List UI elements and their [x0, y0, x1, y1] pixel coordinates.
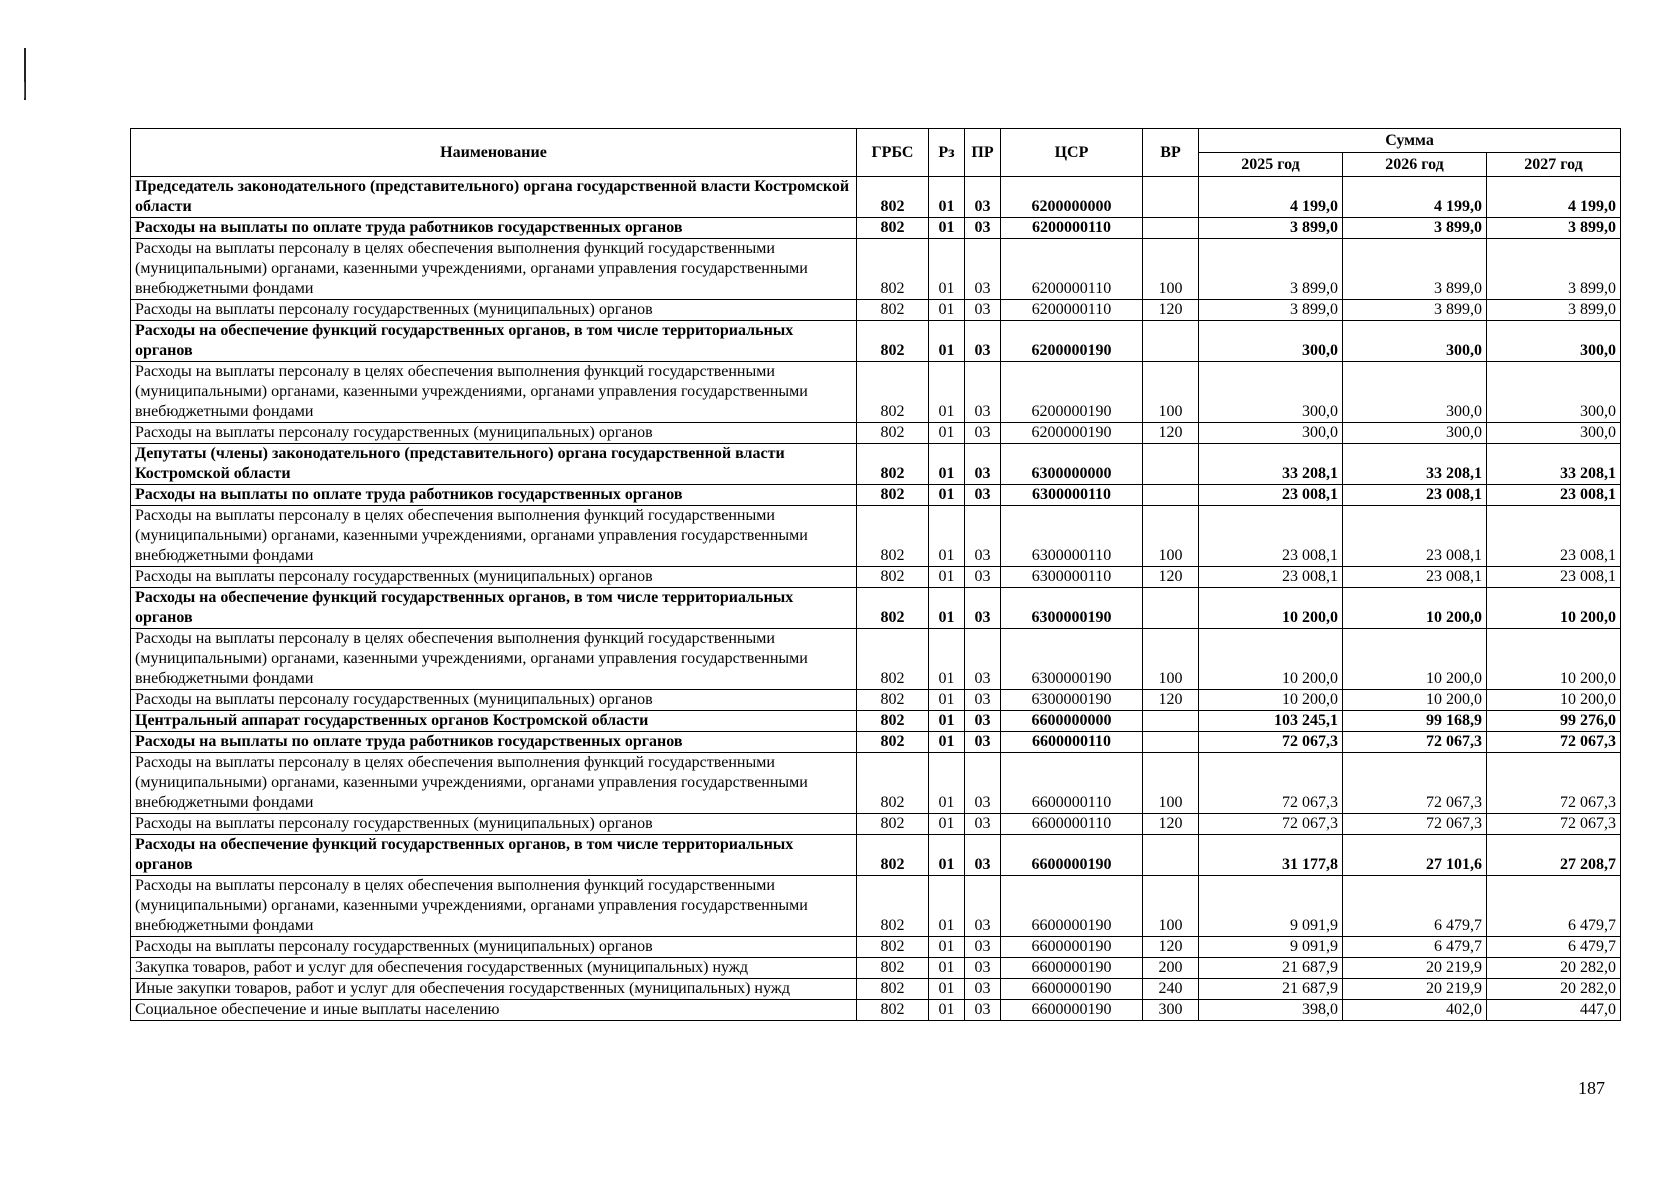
row-sum-2026: 3 899,0	[1343, 239, 1487, 300]
row-sum-2025: 3 899,0	[1199, 239, 1343, 300]
row-rz: 01	[929, 690, 965, 711]
row-pr: 03	[965, 835, 1001, 876]
row-pr: 03	[965, 362, 1001, 423]
row-name: Закупка товаров, работ и услуг для обеспечения государственных (муниципальных) нужд	[131, 958, 857, 979]
row-name: Расходы на выплаты персоналу в целях обеспечения выполнения функций государственными (муниципальными) органами, казенными учреждениями, органами управления государственными внебюджетными фондами	[131, 506, 857, 567]
header-pr: ПР	[965, 129, 1001, 177]
row-grbs: 802	[857, 937, 929, 958]
row-grbs: 802	[857, 1000, 929, 1021]
header-year-2027: 2027 год	[1487, 153, 1621, 177]
row-rz: 01	[929, 588, 965, 629]
row-rz: 01	[929, 444, 965, 485]
table-row	[131, 218, 1621, 239]
row-csr: 6200000110	[1001, 239, 1143, 300]
row-csr: 6600000190	[1001, 958, 1143, 979]
row-grbs: 802	[857, 444, 929, 485]
row-pr: 03	[965, 485, 1001, 506]
table-row	[131, 362, 1621, 423]
row-rz: 01	[929, 876, 965, 937]
row-grbs: 802	[857, 814, 929, 835]
header-vr: ВР	[1143, 129, 1199, 177]
row-pr: 03	[965, 177, 1001, 218]
row-sum-2025: 31 177,8	[1199, 835, 1343, 876]
row-sum-2025: 3 899,0	[1199, 300, 1343, 321]
header-grbs: ГРБС	[857, 129, 929, 177]
table-row	[131, 732, 1621, 753]
table-row	[131, 567, 1621, 588]
row-sum-2025: 300,0	[1199, 423, 1343, 444]
row-pr: 03	[965, 239, 1001, 300]
table-row	[131, 321, 1621, 362]
row-csr: 6300000110	[1001, 567, 1143, 588]
row-sum-2027: 99 276,0	[1487, 711, 1621, 732]
row-sum-2026: 3 899,0	[1343, 218, 1487, 239]
row-sum-2026: 23 008,1	[1343, 506, 1487, 567]
row-pr: 03	[965, 444, 1001, 485]
row-sum-2025: 33 208,1	[1199, 444, 1343, 485]
row-sum-2026: 10 200,0	[1343, 629, 1487, 690]
table-row	[131, 300, 1621, 321]
row-rz: 01	[929, 937, 965, 958]
row-sum-2026: 72 067,3	[1343, 753, 1487, 814]
row-sum-2025: 300,0	[1199, 321, 1343, 362]
row-vr	[1143, 177, 1199, 218]
row-rz: 01	[929, 506, 965, 567]
row-rz: 01	[929, 362, 965, 423]
row-sum-2025: 9 091,9	[1199, 937, 1343, 958]
row-vr: 100	[1143, 239, 1199, 300]
row-sum-2027: 4 199,0	[1487, 177, 1621, 218]
row-grbs: 802	[857, 690, 929, 711]
table-row	[131, 937, 1621, 958]
row-sum-2026: 20 219,9	[1343, 979, 1487, 1000]
row-grbs: 802	[857, 239, 929, 300]
row-csr: 6200000190	[1001, 423, 1143, 444]
row-sum-2025: 398,0	[1199, 1000, 1343, 1021]
row-sum-2027: 6 479,7	[1487, 876, 1621, 937]
row-rz: 01	[929, 711, 965, 732]
row-grbs: 802	[857, 588, 929, 629]
row-sum-2027: 10 200,0	[1487, 690, 1621, 711]
row-rz: 01	[929, 218, 965, 239]
scan-margin-mark-small	[24, 82, 25, 98]
row-rz: 01	[929, 958, 965, 979]
row-csr: 6300000190	[1001, 588, 1143, 629]
header-name: Наименование	[131, 129, 857, 177]
row-name: Центральный аппарат государственных органов Костромской области	[131, 711, 857, 732]
row-sum-2026: 3 899,0	[1343, 300, 1487, 321]
row-name: Иные закупки товаров, работ и услуг для обеспечения государственных (муниципальных) нужд	[131, 979, 857, 1000]
row-name: Председатель законодательного (представительного) органа государственной власти Костромской области	[131, 177, 857, 218]
row-name: Расходы на выплаты персоналу государственных (муниципальных) органов	[131, 690, 857, 711]
row-grbs: 802	[857, 177, 929, 218]
row-sum-2027: 6 479,7	[1487, 937, 1621, 958]
header-row-top	[131, 129, 1621, 153]
row-pr: 03	[965, 711, 1001, 732]
row-grbs: 802	[857, 876, 929, 937]
row-pr: 03	[965, 300, 1001, 321]
row-sum-2027: 3 899,0	[1487, 239, 1621, 300]
row-name: Расходы на выплаты по оплате труда работников государственных органов	[131, 732, 857, 753]
row-grbs: 802	[857, 506, 929, 567]
table-row	[131, 814, 1621, 835]
page-number: 187	[1578, 1078, 1605, 1098]
row-pr: 03	[965, 506, 1001, 567]
row-sum-2026: 4 199,0	[1343, 177, 1487, 218]
row-vr	[1143, 588, 1199, 629]
table-row	[131, 423, 1621, 444]
row-grbs: 802	[857, 979, 929, 1000]
row-sum-2027: 300,0	[1487, 362, 1621, 423]
row-csr: 6300000190	[1001, 690, 1143, 711]
row-grbs: 802	[857, 732, 929, 753]
row-pr: 03	[965, 876, 1001, 937]
row-grbs: 802	[857, 835, 929, 876]
row-sum-2026: 23 008,1	[1343, 485, 1487, 506]
row-name: Расходы на выплаты персоналу государственных (муниципальных) органов	[131, 300, 857, 321]
row-sum-2027: 23 008,1	[1487, 485, 1621, 506]
row-rz: 01	[929, 979, 965, 1000]
row-sum-2027: 10 200,0	[1487, 629, 1621, 690]
row-sum-2026: 300,0	[1343, 362, 1487, 423]
table-row	[131, 753, 1621, 814]
row-sum-2025: 103 245,1	[1199, 711, 1343, 732]
row-csr: 6200000190	[1001, 321, 1143, 362]
row-pr: 03	[965, 567, 1001, 588]
row-vr	[1143, 321, 1199, 362]
row-rz: 01	[929, 814, 965, 835]
row-grbs: 802	[857, 362, 929, 423]
row-name: Расходы на выплаты персоналу в целях обеспечения выполнения функций государственными (муниципальными) органами, казенными учреждениями, органами управления государственными внебюджетными фондами	[131, 629, 857, 690]
row-pr: 03	[965, 814, 1001, 835]
table-row	[131, 979, 1621, 1000]
row-sum-2025: 23 008,1	[1199, 567, 1343, 588]
row-csr: 6200000110	[1001, 300, 1143, 321]
row-sum-2026: 33 208,1	[1343, 444, 1487, 485]
row-rz: 01	[929, 629, 965, 690]
row-vr: 100	[1143, 506, 1199, 567]
row-vr	[1143, 218, 1199, 239]
row-sum-2027: 23 008,1	[1487, 506, 1621, 567]
row-sum-2025: 72 067,3	[1199, 732, 1343, 753]
row-csr: 6300000110	[1001, 485, 1143, 506]
row-csr: 6600000110	[1001, 732, 1143, 753]
row-sum-2025: 10 200,0	[1199, 588, 1343, 629]
row-pr: 03	[965, 218, 1001, 239]
row-grbs: 802	[857, 218, 929, 239]
header-year-2026: 2026 год	[1343, 153, 1487, 177]
row-csr: 6600000000	[1001, 711, 1143, 732]
row-name: Расходы на выплаты по оплате труда работников государственных органов	[131, 485, 857, 506]
row-csr: 6200000190	[1001, 362, 1143, 423]
table-row	[131, 485, 1621, 506]
header-csr: ЦСР	[1001, 129, 1143, 177]
row-vr: 120	[1143, 690, 1199, 711]
row-vr	[1143, 732, 1199, 753]
table-row	[131, 177, 1621, 218]
row-sum-2027: 72 067,3	[1487, 814, 1621, 835]
row-csr: 6600000110	[1001, 753, 1143, 814]
row-vr: 100	[1143, 362, 1199, 423]
row-sum-2026: 72 067,3	[1343, 814, 1487, 835]
row-sum-2027: 72 067,3	[1487, 732, 1621, 753]
row-rz: 01	[929, 239, 965, 300]
budget-table	[130, 128, 1621, 1021]
row-name: Расходы на выплаты персоналу в целях обеспечения выполнения функций государственными (муниципальными) органами, казенными учреждениями, органами управления государственными внебюджетными фондами	[131, 239, 857, 300]
table-row	[131, 876, 1621, 937]
row-sum-2027: 20 282,0	[1487, 979, 1621, 1000]
row-csr: 6600000190	[1001, 1000, 1143, 1021]
row-sum-2027: 300,0	[1487, 321, 1621, 362]
row-grbs: 802	[857, 753, 929, 814]
row-vr: 100	[1143, 629, 1199, 690]
row-csr: 6200000000	[1001, 177, 1143, 218]
row-sum-2025: 23 008,1	[1199, 506, 1343, 567]
row-pr: 03	[965, 753, 1001, 814]
row-sum-2027: 10 200,0	[1487, 588, 1621, 629]
table-row	[131, 444, 1621, 485]
row-pr: 03	[965, 690, 1001, 711]
row-sum-2026: 20 219,9	[1343, 958, 1487, 979]
row-sum-2026: 6 479,7	[1343, 937, 1487, 958]
row-sum-2027: 20 282,0	[1487, 958, 1621, 979]
row-grbs: 802	[857, 958, 929, 979]
row-rz: 01	[929, 753, 965, 814]
row-sum-2025: 23 008,1	[1199, 485, 1343, 506]
row-csr: 6300000190	[1001, 629, 1143, 690]
row-sum-2027: 447,0	[1487, 1000, 1621, 1021]
table-row	[131, 958, 1621, 979]
row-name: Расходы на обеспечение функций государственных органов, в том числе территориальных органов	[131, 588, 857, 629]
row-rz: 01	[929, 485, 965, 506]
row-rz: 01	[929, 321, 965, 362]
row-name: Расходы на выплаты персоналу государственных (муниципальных) органов	[131, 423, 857, 444]
row-pr: 03	[965, 423, 1001, 444]
row-name: Расходы на выплаты персоналу государственных (муниципальных) органов	[131, 937, 857, 958]
row-pr: 03	[965, 979, 1001, 1000]
row-pr: 03	[965, 937, 1001, 958]
row-csr: 6300000110	[1001, 506, 1143, 567]
row-csr: 6600000190	[1001, 835, 1143, 876]
row-sum-2027: 72 067,3	[1487, 753, 1621, 814]
row-pr: 03	[965, 588, 1001, 629]
row-vr	[1143, 711, 1199, 732]
row-sum-2026: 72 067,3	[1343, 732, 1487, 753]
row-vr: 120	[1143, 814, 1199, 835]
row-grbs: 802	[857, 711, 929, 732]
row-name: Расходы на выплаты персоналу государственных (муниципальных) органов	[131, 814, 857, 835]
header-year-2025: 2025 год	[1199, 153, 1343, 177]
row-sum-2026: 27 101,6	[1343, 835, 1487, 876]
row-sum-2026: 10 200,0	[1343, 588, 1487, 629]
row-pr: 03	[965, 321, 1001, 362]
row-vr: 100	[1143, 753, 1199, 814]
row-pr: 03	[965, 732, 1001, 753]
row-csr: 6300000000	[1001, 444, 1143, 485]
table-row	[131, 239, 1621, 300]
row-name: Расходы на обеспечение функций государственных органов, в том числе территориальных органов	[131, 835, 857, 876]
row-sum-2026: 402,0	[1343, 1000, 1487, 1021]
table-row	[131, 1000, 1621, 1021]
row-sum-2025: 10 200,0	[1199, 629, 1343, 690]
row-vr: 120	[1143, 567, 1199, 588]
row-sum-2026: 300,0	[1343, 321, 1487, 362]
row-grbs: 802	[857, 300, 929, 321]
row-sum-2027: 33 208,1	[1487, 444, 1621, 485]
row-sum-2026: 99 168,9	[1343, 711, 1487, 732]
row-name: Расходы на обеспечение функций государственных органов, в том числе территориальных органов	[131, 321, 857, 362]
row-vr	[1143, 835, 1199, 876]
row-csr: 6600000110	[1001, 814, 1143, 835]
row-name: Расходы на выплаты персоналу в целях обеспечения выполнения функций государственными (муниципальными) органами, казенными учреждениями, органами управления государственными внебюджетными фондами	[131, 753, 857, 814]
table-row	[131, 629, 1621, 690]
row-rz: 01	[929, 177, 965, 218]
row-csr: 6200000110	[1001, 218, 1143, 239]
row-rz: 01	[929, 300, 965, 321]
row-pr: 03	[965, 629, 1001, 690]
table-row	[131, 506, 1621, 567]
row-pr: 03	[965, 1000, 1001, 1021]
row-rz: 01	[929, 567, 965, 588]
row-vr: 200	[1143, 958, 1199, 979]
row-csr: 6600000190	[1001, 937, 1143, 958]
row-rz: 01	[929, 732, 965, 753]
row-vr: 240	[1143, 979, 1199, 1000]
row-sum-2025: 300,0	[1199, 362, 1343, 423]
row-sum-2025: 21 687,9	[1199, 979, 1343, 1000]
row-rz: 01	[929, 1000, 965, 1021]
row-sum-2027: 23 008,1	[1487, 567, 1621, 588]
row-grbs: 802	[857, 567, 929, 588]
row-sum-2027: 27 208,7	[1487, 835, 1621, 876]
row-grbs: 802	[857, 321, 929, 362]
row-sum-2025: 21 687,9	[1199, 958, 1343, 979]
row-vr: 120	[1143, 937, 1199, 958]
row-sum-2025: 10 200,0	[1199, 690, 1343, 711]
row-sum-2026: 300,0	[1343, 423, 1487, 444]
row-rz: 01	[929, 423, 965, 444]
table-row	[131, 711, 1621, 732]
row-name: Расходы на выплаты персоналу государственных (муниципальных) органов	[131, 567, 857, 588]
row-sum-2027: 3 899,0	[1487, 300, 1621, 321]
table-row	[131, 690, 1621, 711]
row-sum-2025: 9 091,9	[1199, 876, 1343, 937]
row-sum-2025: 72 067,3	[1199, 753, 1343, 814]
row-sum-2027: 300,0	[1487, 423, 1621, 444]
row-sum-2025: 72 067,3	[1199, 814, 1343, 835]
row-name: Расходы на выплаты персоналу в целях обеспечения выполнения функций государственными (муниципальными) органами, казенными учреждениями, органами управления государственными внебюджетными фондами	[131, 362, 857, 423]
row-grbs: 802	[857, 423, 929, 444]
row-vr: 120	[1143, 423, 1199, 444]
table-row	[131, 588, 1621, 629]
row-grbs: 802	[857, 629, 929, 690]
header-rz: Рз	[929, 129, 965, 177]
row-name: Депутаты (члены) законодательного (представительного) органа государственной власти Костромской области	[131, 444, 857, 485]
row-sum-2026: 10 200,0	[1343, 690, 1487, 711]
row-name: Расходы на выплаты персоналу в целях обеспечения выполнения функций государственными (муниципальными) органами, казенными учреждениями, органами управления государственными внебюджетными фондами	[131, 876, 857, 937]
row-rz: 01	[929, 835, 965, 876]
row-grbs: 802	[857, 485, 929, 506]
row-csr: 6600000190	[1001, 979, 1143, 1000]
row-vr	[1143, 485, 1199, 506]
table-body	[131, 177, 1621, 1021]
row-name: Социальное обеспечение и иные выплаты населению	[131, 1000, 857, 1021]
row-csr: 6600000190	[1001, 876, 1143, 937]
row-vr: 100	[1143, 876, 1199, 937]
row-name: Расходы на выплаты по оплате труда работников государственных органов	[131, 218, 857, 239]
row-vr	[1143, 444, 1199, 485]
header-sum: Сумма	[1199, 129, 1621, 153]
row-sum-2025: 4 199,0	[1199, 177, 1343, 218]
row-sum-2025: 3 899,0	[1199, 218, 1343, 239]
row-vr: 120	[1143, 300, 1199, 321]
row-pr: 03	[965, 958, 1001, 979]
row-sum-2026: 6 479,7	[1343, 876, 1487, 937]
table-row	[131, 835, 1621, 876]
row-vr: 300	[1143, 1000, 1199, 1021]
row-sum-2026: 23 008,1	[1343, 567, 1487, 588]
row-sum-2027: 3 899,0	[1487, 218, 1621, 239]
